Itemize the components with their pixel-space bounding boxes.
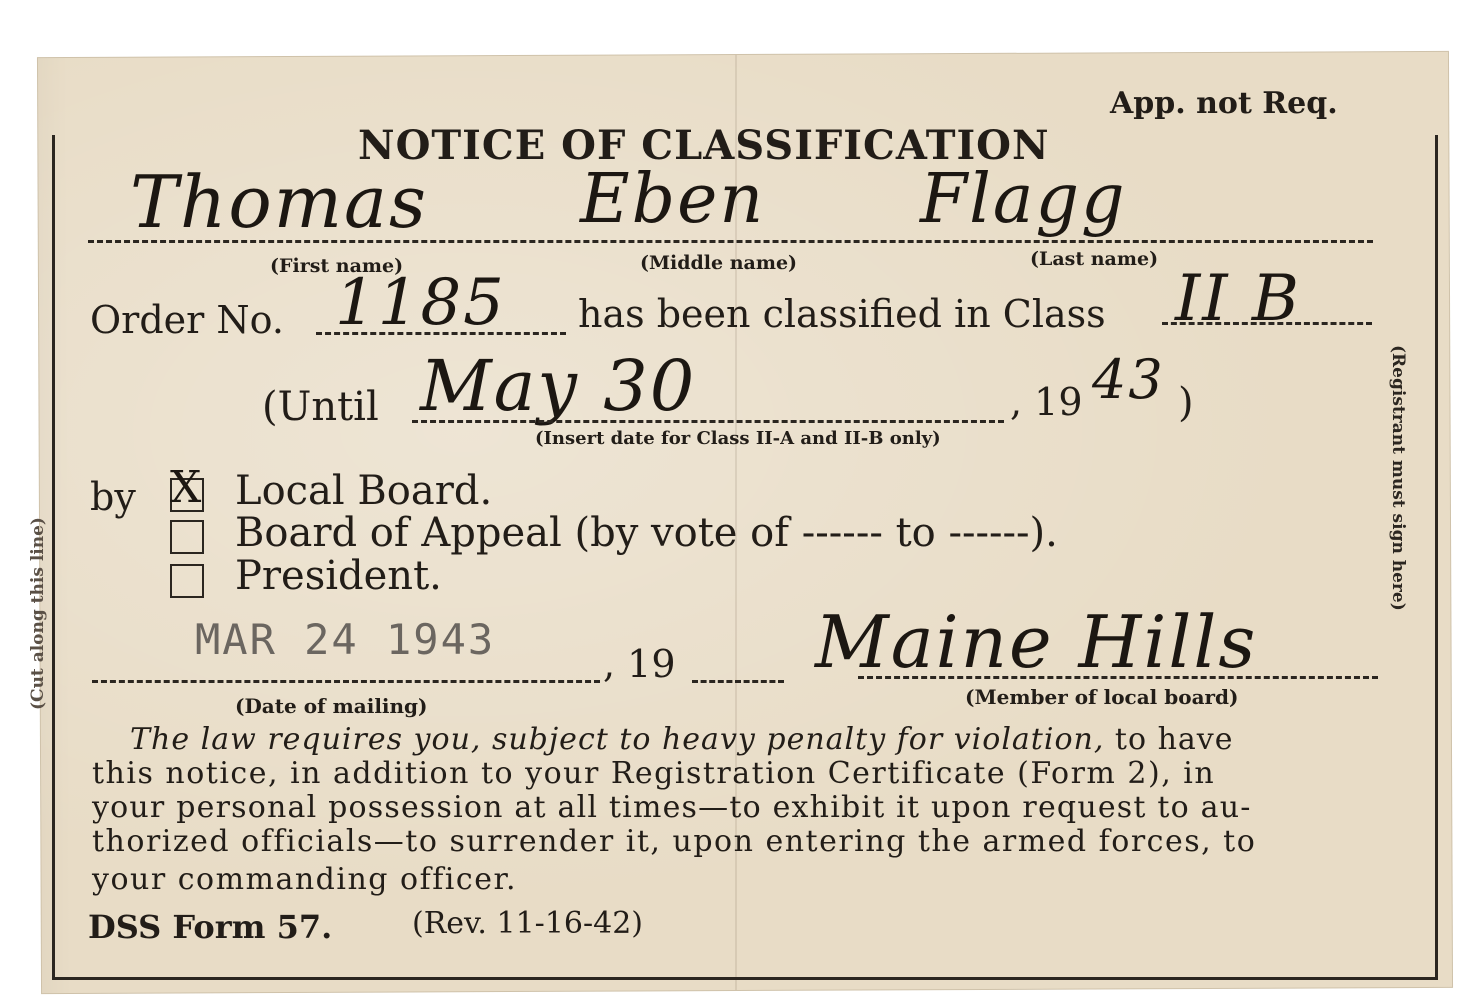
until-year: 43 bbox=[1092, 348, 1165, 411]
until-open: (Until bbox=[262, 384, 379, 430]
option-president: President. bbox=[235, 553, 442, 599]
option-board-of-appeal: Board of Appeal (by vote of ------ to ------). bbox=[235, 510, 1058, 556]
title: NOTICE OF CLASSIFICATION bbox=[358, 122, 1050, 169]
mailing-date-stamp: MAR 24 1943 bbox=[195, 615, 496, 664]
order-prefix: Order No. bbox=[90, 298, 284, 342]
first-name-label: (First name) bbox=[270, 255, 404, 277]
order-number: 1185 bbox=[335, 266, 506, 340]
name-line bbox=[88, 240, 1373, 243]
mailing-year-prefix: , 19 bbox=[603, 642, 676, 686]
law-line-2: this notice, in addition to your Registration Certificate (Form 2), in bbox=[92, 756, 1216, 791]
law-italic: The law requires you, subject to heavy penalty for violation, bbox=[130, 722, 1105, 757]
law-line-1 bbox=[130, 722, 1233, 757]
left-vertical-note: (Cut along this line) bbox=[28, 517, 48, 710]
law-line-1-rest: to have bbox=[1104, 722, 1234, 757]
checkbox-mark: X bbox=[170, 462, 204, 513]
signature-line bbox=[858, 676, 1378, 679]
last-name-label: (Last name) bbox=[1030, 248, 1159, 270]
form-revision: (Rev. 11-16-42) bbox=[412, 906, 644, 941]
class-line bbox=[1162, 322, 1372, 325]
checkbox-president[interactable] bbox=[170, 564, 204, 598]
board-member-signature: Maine Hills bbox=[815, 600, 1258, 684]
until-line bbox=[412, 420, 1004, 423]
mailing-year-line bbox=[692, 680, 784, 683]
until-close: ) bbox=[1178, 380, 1194, 426]
last-name-value: Flagg bbox=[920, 160, 1127, 239]
middle-name-value: Eben bbox=[580, 160, 766, 239]
form-number: DSS Form 57. bbox=[88, 908, 333, 946]
until-date: May 30 bbox=[420, 345, 697, 427]
checkbox-board-of-appeal[interactable] bbox=[170, 520, 204, 554]
app-not-req: App. not Req. bbox=[1110, 86, 1338, 121]
until-year-prefix: , 19 bbox=[1010, 380, 1083, 424]
order-line bbox=[316, 332, 566, 335]
order-middle-text: has been classified in Class bbox=[578, 292, 1106, 336]
law-line-5: your commanding officer. bbox=[92, 862, 518, 897]
until-instruction: (Insert date for Class II-A and II-B only) bbox=[535, 428, 941, 449]
date-of-mailing-label: (Date of mailing) bbox=[235, 694, 428, 718]
by-label: by bbox=[90, 475, 136, 519]
member-label: (Member of local board) bbox=[965, 685, 1239, 709]
law-line-3: your personal possession at all times—to exhibit it upon request to au- bbox=[92, 790, 1252, 825]
first-name-value: Thomas bbox=[130, 160, 428, 244]
right-vertical-note: (Registrant must sign here) bbox=[1388, 345, 1408, 611]
mailing-line bbox=[92, 680, 600, 683]
middle-name-label: (Middle name) bbox=[640, 252, 798, 274]
option-local-board: Local Board. bbox=[235, 468, 493, 514]
law-line-4: thorized officials—to surrender it, upon entering the armed forces, to bbox=[92, 824, 1257, 859]
class-value: II B bbox=[1175, 262, 1301, 336]
